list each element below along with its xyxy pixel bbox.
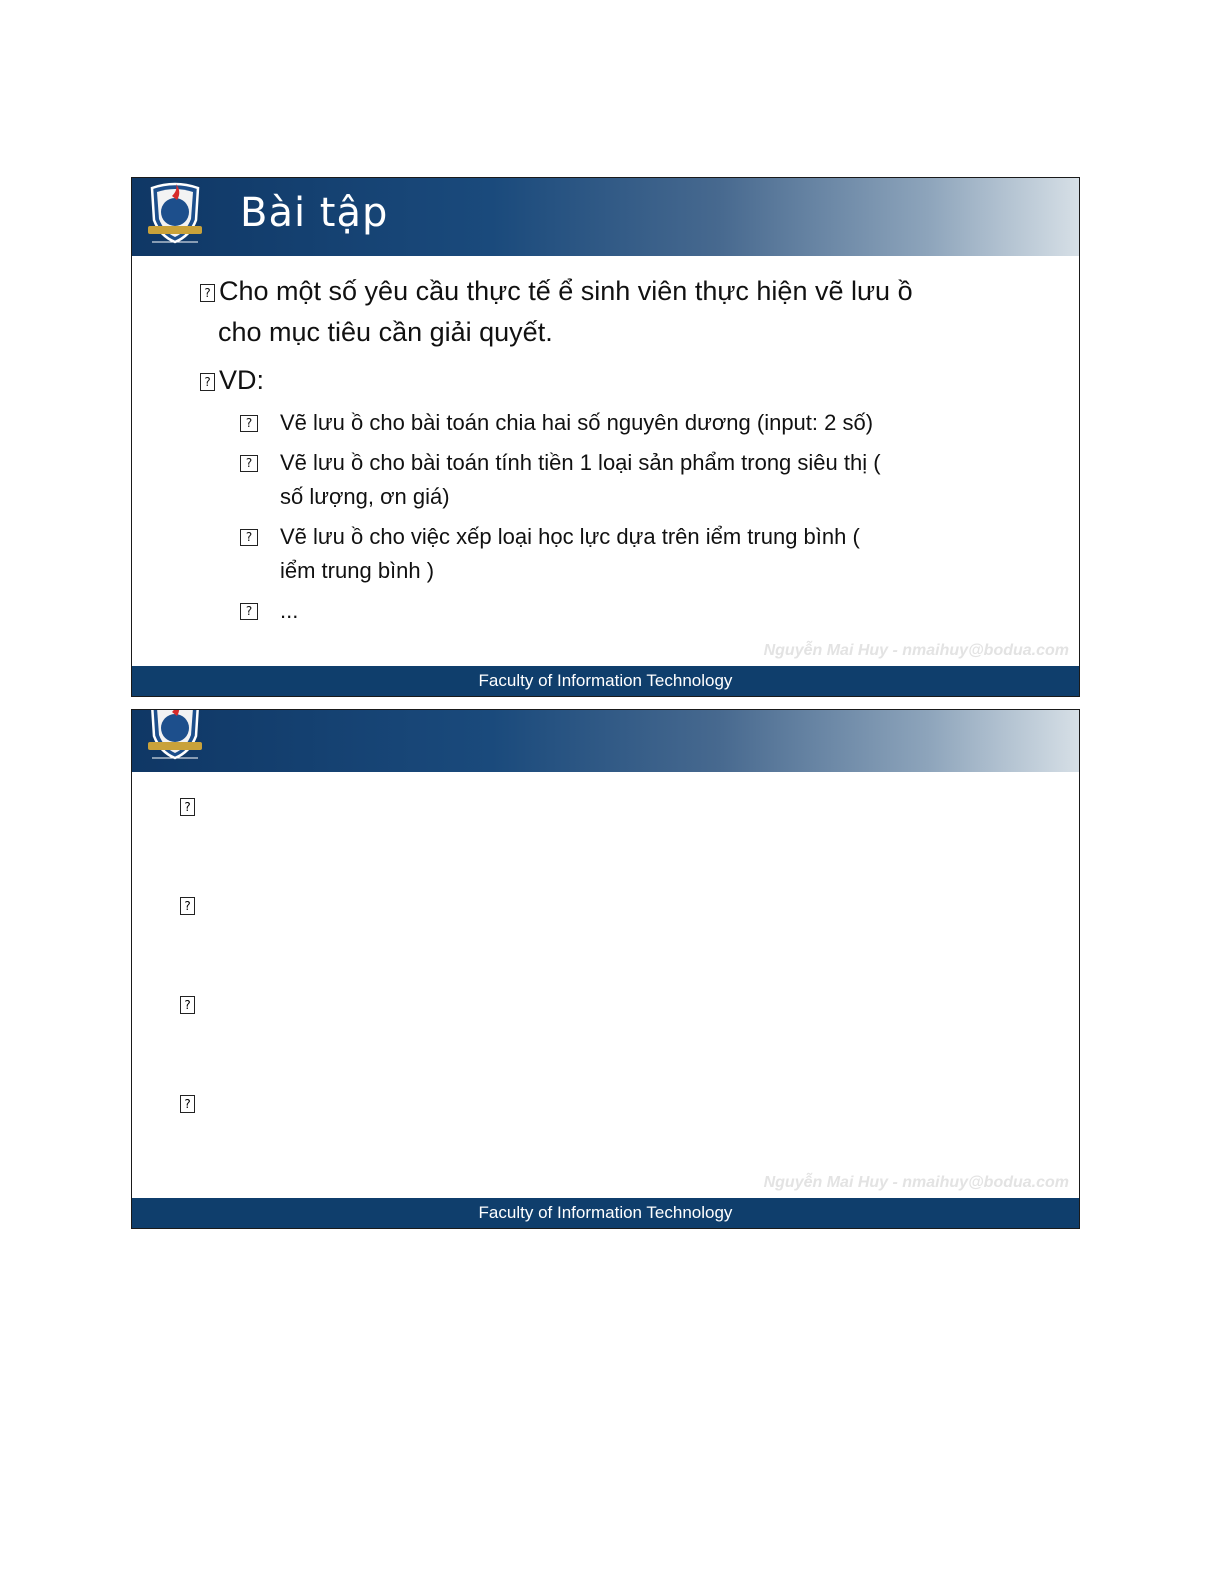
- sub-bullet-continuation: số lượng, ơn giá): [280, 484, 450, 509]
- bullet-marker: ?: [180, 1095, 195, 1113]
- slide-2: [131, 709, 1080, 1229]
- university-shield-logo: [140, 709, 210, 768]
- slide-header: [132, 710, 1079, 772]
- bullet-marker: ?: [240, 603, 258, 620]
- slide-footer: Faculty of Information Technology: [132, 1198, 1079, 1228]
- slide-header: [132, 178, 1079, 256]
- slide-title: Bài tập: [240, 190, 389, 236]
- university-shield-logo: [140, 182, 210, 252]
- bullet-continuation: cho mục tiêu cần giải quyết.: [218, 317, 553, 347]
- watermark: Nguyễn Mai Huy - nmaihuy@bodua.com: [763, 1174, 1069, 1191]
- bullet-marker: ?: [240, 529, 258, 546]
- sub-bullet-continuation: iểm trung bình ): [280, 558, 435, 583]
- bullet-point: ? Cho một số yêu cầu thực tế ể sinh viên thực hiện vẽ lưu ồ: [200, 270, 913, 312]
- sub-bullet-point: ? ...: [240, 594, 276, 628]
- watermark: Nguyễn Mai Huy - nmaihuy@bodua.com: [763, 642, 1069, 659]
- bullet-marker: ?: [240, 415, 258, 432]
- bullet-marker: ?: [180, 996, 195, 1014]
- bullet-marker: ?: [240, 455, 258, 472]
- bullet-marker: ?: [180, 798, 195, 816]
- bullet-marker: ?: [200, 373, 215, 391]
- sub-bullet-point: ? Vẽ lưu ồ cho bài toán chia hai số nguyên dương (input: 2 số): [240, 406, 276, 440]
- bullet-point: ? VD:: [200, 359, 264, 401]
- bullet-marker: ?: [180, 897, 195, 915]
- sub-bullet-point: ? Vẽ lưu ồ cho bài toán tính tiền 1 loại sản phẩm trong siêu thị (: [240, 446, 276, 480]
- bullet-marker: ?: [200, 284, 215, 302]
- slide-1: [131, 177, 1080, 697]
- slide-footer: Faculty of Information Technology: [132, 666, 1079, 696]
- sub-bullet-point: ? Vẽ lưu ồ cho việc xếp loại học lực dựa trên iểm trung bình (: [240, 520, 276, 554]
